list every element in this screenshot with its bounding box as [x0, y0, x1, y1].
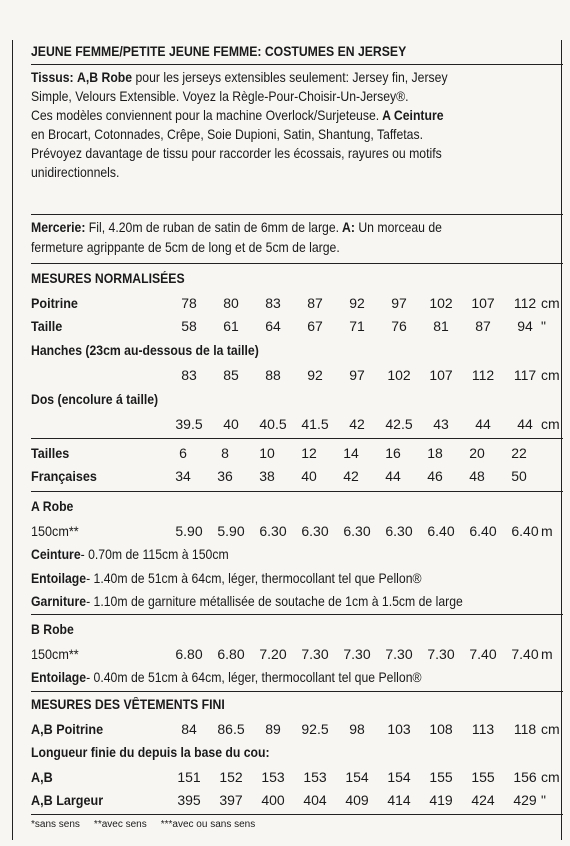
unit-label: m	[541, 646, 553, 662]
divider	[31, 491, 563, 492]
robe-a-yardage-row	[31, 521, 563, 543]
longueur-heading: Longueur finie du depuis la base du cou:	[31, 745, 270, 760]
size-value-cell: 83	[265, 295, 281, 311]
size-value-cell: 6.40	[427, 523, 455, 539]
divider	[31, 64, 563, 65]
size-value-cell: 155	[429, 769, 453, 785]
entoilage-label: Entoilage	[31, 571, 87, 586]
entoilage-label: Entoilage	[31, 670, 87, 685]
size-number-cell: 42	[343, 468, 359, 484]
size-value-cell: 44	[517, 416, 533, 432]
size-value-cell: 6.30	[301, 523, 329, 539]
size-value-cell: 424	[471, 792, 495, 808]
size-value-cell: 64	[265, 318, 281, 334]
size-number-cell: 8	[221, 445, 229, 461]
hanches-label: Hanches (23cm au-dessous de la taille)	[31, 343, 259, 358]
size-value-cell: 88	[265, 367, 281, 383]
size-value-cell: 40	[223, 416, 239, 432]
row-label: A,B Largeur	[31, 792, 104, 808]
size-value-cell: 92	[349, 295, 365, 311]
size-value-cell: 102	[387, 367, 411, 383]
robe-a-ceinture	[31, 546, 510, 564]
size-value-cell: 89	[265, 721, 281, 737]
row-label: A,B	[31, 769, 53, 785]
dos-row	[31, 414, 563, 436]
size-number-cell: 46	[427, 468, 443, 484]
unit-label: cm	[541, 721, 560, 737]
size-value-cell: 117	[513, 367, 537, 383]
size-value-cell: 6.30	[259, 523, 287, 539]
size-value-cell: 7.40	[469, 646, 497, 662]
size-number-cell: 40	[301, 468, 317, 484]
hanches-row	[31, 365, 563, 387]
tissus-line-4: en Brocart, Cotonnades, Crêpe, Soie Dupioni, Satin, Shantung, Taffetas.	[31, 127, 423, 142]
size-value-cell: 6.40	[469, 523, 497, 539]
size-value-cell: 61	[223, 318, 239, 334]
size-value-cell: 153	[303, 769, 327, 785]
tailles-label: Tailles	[31, 445, 70, 461]
size-value-cell: 67	[307, 318, 323, 334]
mercerie-text: Un morceau de	[354, 220, 442, 235]
size-value-cell: 42.5	[385, 416, 413, 432]
fini-heading: MESURES DES VÊTEMENTS FINI	[31, 697, 225, 712]
row-label: 150cm**	[31, 646, 79, 662]
size-value-cell: 86.5	[217, 721, 245, 737]
entoilage-text: - 0.40m de 51cm à 64cm, léger, thermocollant tel que Pellon®	[86, 670, 422, 685]
taille-row	[31, 316, 563, 338]
tissus-line-6: unidirectionnels.	[31, 165, 120, 180]
size-number-cell: 38	[259, 468, 275, 484]
francaises-row	[31, 466, 563, 488]
tissus-text: pour les jerseys extensibles seulement: Jersey fin, Jersey	[132, 70, 448, 85]
size-value-cell: 98	[349, 721, 365, 737]
fini-ab-row	[31, 767, 563, 789]
tissus-ceinture-label: A Ceinture	[379, 108, 444, 123]
size-value-cell: 155	[471, 769, 495, 785]
size-value-cell: 414	[387, 792, 411, 808]
tissus-label: Tissus:	[31, 70, 74, 85]
size-number-cell: 14	[343, 445, 359, 461]
size-value-cell: 400	[261, 792, 285, 808]
divider	[31, 614, 563, 615]
size-value-cell: 429	[513, 792, 537, 808]
size-value-cell: 156	[513, 769, 537, 785]
size-value-cell: 107	[471, 295, 495, 311]
size-value-cell: 94	[517, 318, 533, 334]
tissus-line-1	[31, 69, 448, 87]
row-label: A,B Poitrine	[31, 721, 104, 737]
footnote-sans-sens: *sans sens	[31, 819, 80, 830]
size-value-cell: 118	[513, 721, 537, 737]
unit-label: cm	[541, 769, 560, 785]
divider	[31, 214, 563, 215]
size-number-cell: 36	[217, 468, 233, 484]
footnote-avec-ou-sans-sens: ***avec ou sans sens	[160, 819, 256, 830]
tissus-line-2: Simple, Velours Extensible. Voyez la Règle-Pour-Choisir-Un-Jersey®.	[31, 89, 409, 104]
footnote-avec-sens: **avec sens	[93, 819, 147, 830]
divider	[31, 438, 563, 439]
size-value-cell: 7.30	[427, 646, 455, 662]
footnotes	[31, 819, 255, 830]
row-label: 150cm**	[31, 523, 79, 539]
size-value-cell: 6.40	[511, 523, 539, 539]
size-value-cell: 7.30	[301, 646, 329, 662]
size-value-cell: 43	[433, 416, 449, 432]
entoilage-text: - 1.40m de 51cm à 64cm, léger, thermocollant tel que Pellon®	[86, 571, 422, 586]
size-value-cell: 395	[177, 792, 201, 808]
tissus-line-5: Prévoyez davantage de tissu pour raccorder les écossais, rayures ou motifs	[31, 146, 442, 161]
size-number-cell: 10	[259, 445, 275, 461]
size-value-cell: 107	[429, 367, 453, 383]
size-number-cell: 34	[175, 468, 191, 484]
size-value-cell: 108	[429, 721, 453, 737]
size-number-cell: 6	[179, 445, 187, 461]
tissus-text: Ces modèles conviennent pour la machine Overlock/Surjeteuse.	[31, 108, 380, 123]
tailles-row	[31, 443, 563, 465]
size-value-cell: 153	[261, 769, 285, 785]
size-value-cell: 103	[387, 721, 411, 737]
tissus-line-3	[31, 107, 444, 125]
unit-label: cm	[541, 295, 560, 311]
size-value-cell: 84	[181, 721, 197, 737]
size-value-cell: 97	[391, 295, 407, 311]
size-value-cell: 7.30	[343, 646, 371, 662]
tissus-robe-label: A,B Robe	[77, 70, 133, 85]
size-value-cell: 41.5	[301, 416, 329, 432]
fini-largeur-row	[31, 790, 563, 812]
size-number-cell: 50	[511, 468, 527, 484]
size-value-cell: 58	[181, 318, 197, 334]
size-number-cell: 16	[385, 445, 401, 461]
size-value-cell: 152	[219, 769, 243, 785]
mercerie-label: Mercerie:	[31, 220, 86, 235]
divider	[31, 691, 563, 692]
ceinture-label: Ceinture	[31, 547, 81, 562]
robe-b-yardage-row	[31, 644, 563, 666]
size-value-cell: 404	[303, 792, 327, 808]
size-value-cell: 42	[349, 416, 365, 432]
row-label: Poitrine	[31, 295, 78, 311]
mercerie-line-1	[31, 219, 442, 237]
size-value-cell: 71	[349, 318, 365, 334]
size-value-cell: 154	[345, 769, 369, 785]
size-value-cell: 85	[223, 367, 239, 383]
size-value-cell: 102	[429, 295, 453, 311]
size-value-cell: 151	[177, 769, 201, 785]
unit-label: m	[541, 523, 553, 539]
size-value-cell: 6.80	[217, 646, 245, 662]
divider	[31, 814, 563, 815]
size-value-cell: 81	[433, 318, 449, 334]
unit-label: "	[541, 318, 546, 334]
size-value-cell: 97	[349, 367, 365, 383]
size-value-cell: 78	[181, 295, 197, 311]
size-number-cell: 12	[301, 445, 317, 461]
size-value-cell: 87	[307, 295, 323, 311]
garniture-label: Garniture	[31, 594, 87, 609]
robe-b-entoilage	[31, 669, 510, 687]
size-value-cell: 419	[429, 792, 453, 808]
size-value-cell: 39.5	[175, 416, 203, 432]
size-value-cell: 80	[223, 295, 239, 311]
size-number-cell: 22	[511, 445, 527, 461]
robe-a-heading: A Robe	[31, 499, 74, 514]
size-value-cell: 40.5	[259, 416, 287, 432]
row-label: Taille	[31, 318, 63, 334]
robe-a-entoilage	[31, 570, 510, 588]
size-value-cell: 154	[387, 769, 411, 785]
size-value-cell: 7.40	[511, 646, 539, 662]
unit-label: cm	[541, 416, 560, 432]
mercerie-a-label: A:	[339, 220, 355, 235]
mesures-heading: MESURES NORMALISÉES	[31, 271, 185, 286]
fini-poitrine-row	[31, 719, 563, 741]
size-number-cell: 20	[469, 445, 485, 461]
size-value-cell: 409	[345, 792, 369, 808]
francaises-label: Françaises	[31, 468, 97, 484]
size-value-cell: 92	[307, 367, 323, 383]
size-value-cell: 76	[391, 318, 407, 334]
mercerie-line-2: fermeture agrippante de 5cm de long et de 5cm de large.	[31, 240, 340, 255]
panel-title: JEUNE FEMME/PETITE JEUNE FEMME: COSTUMES EN JERSEY	[31, 44, 407, 59]
size-value-cell: 6.30	[343, 523, 371, 539]
pattern-envelope-panel	[12, 40, 562, 840]
mercerie-text: Fil, 4.20m de ruban de satin de 6mm de large.	[85, 220, 340, 235]
size-value-cell: 5.90	[175, 523, 203, 539]
size-value-cell: 112	[513, 295, 537, 311]
robe-b-heading: B Robe	[31, 622, 74, 637]
size-value-cell: 113	[471, 721, 495, 737]
size-number-cell: 18	[427, 445, 443, 461]
size-value-cell: 87	[475, 318, 491, 334]
size-number-cell: 48	[469, 468, 485, 484]
unit-label: "	[541, 792, 546, 808]
dos-label: Dos (encolure á taille)	[31, 392, 159, 407]
divider	[31, 263, 563, 264]
size-value-cell: 112	[471, 367, 495, 383]
size-value-cell: 92.5	[301, 721, 329, 737]
size-value-cell: 7.30	[385, 646, 413, 662]
size-value-cell: 5.90	[217, 523, 245, 539]
garniture-text: - 1.10m de garniture métallisée de soutache de 1cm à 1.5cm de large	[86, 594, 463, 609]
ceinture-text: - 0.70m de 115cm à 150cm	[80, 547, 229, 562]
size-value-cell: 44	[475, 416, 491, 432]
unit-label: cm	[541, 367, 560, 383]
size-value-cell: 83	[181, 367, 197, 383]
size-number-cell: 44	[385, 468, 401, 484]
size-value-cell: 7.20	[259, 646, 287, 662]
size-value-cell: 397	[219, 792, 243, 808]
size-value-cell: 6.30	[385, 523, 413, 539]
robe-a-garniture	[31, 593, 510, 611]
size-value-cell: 6.80	[175, 646, 203, 662]
poitrine-row	[31, 293, 563, 315]
